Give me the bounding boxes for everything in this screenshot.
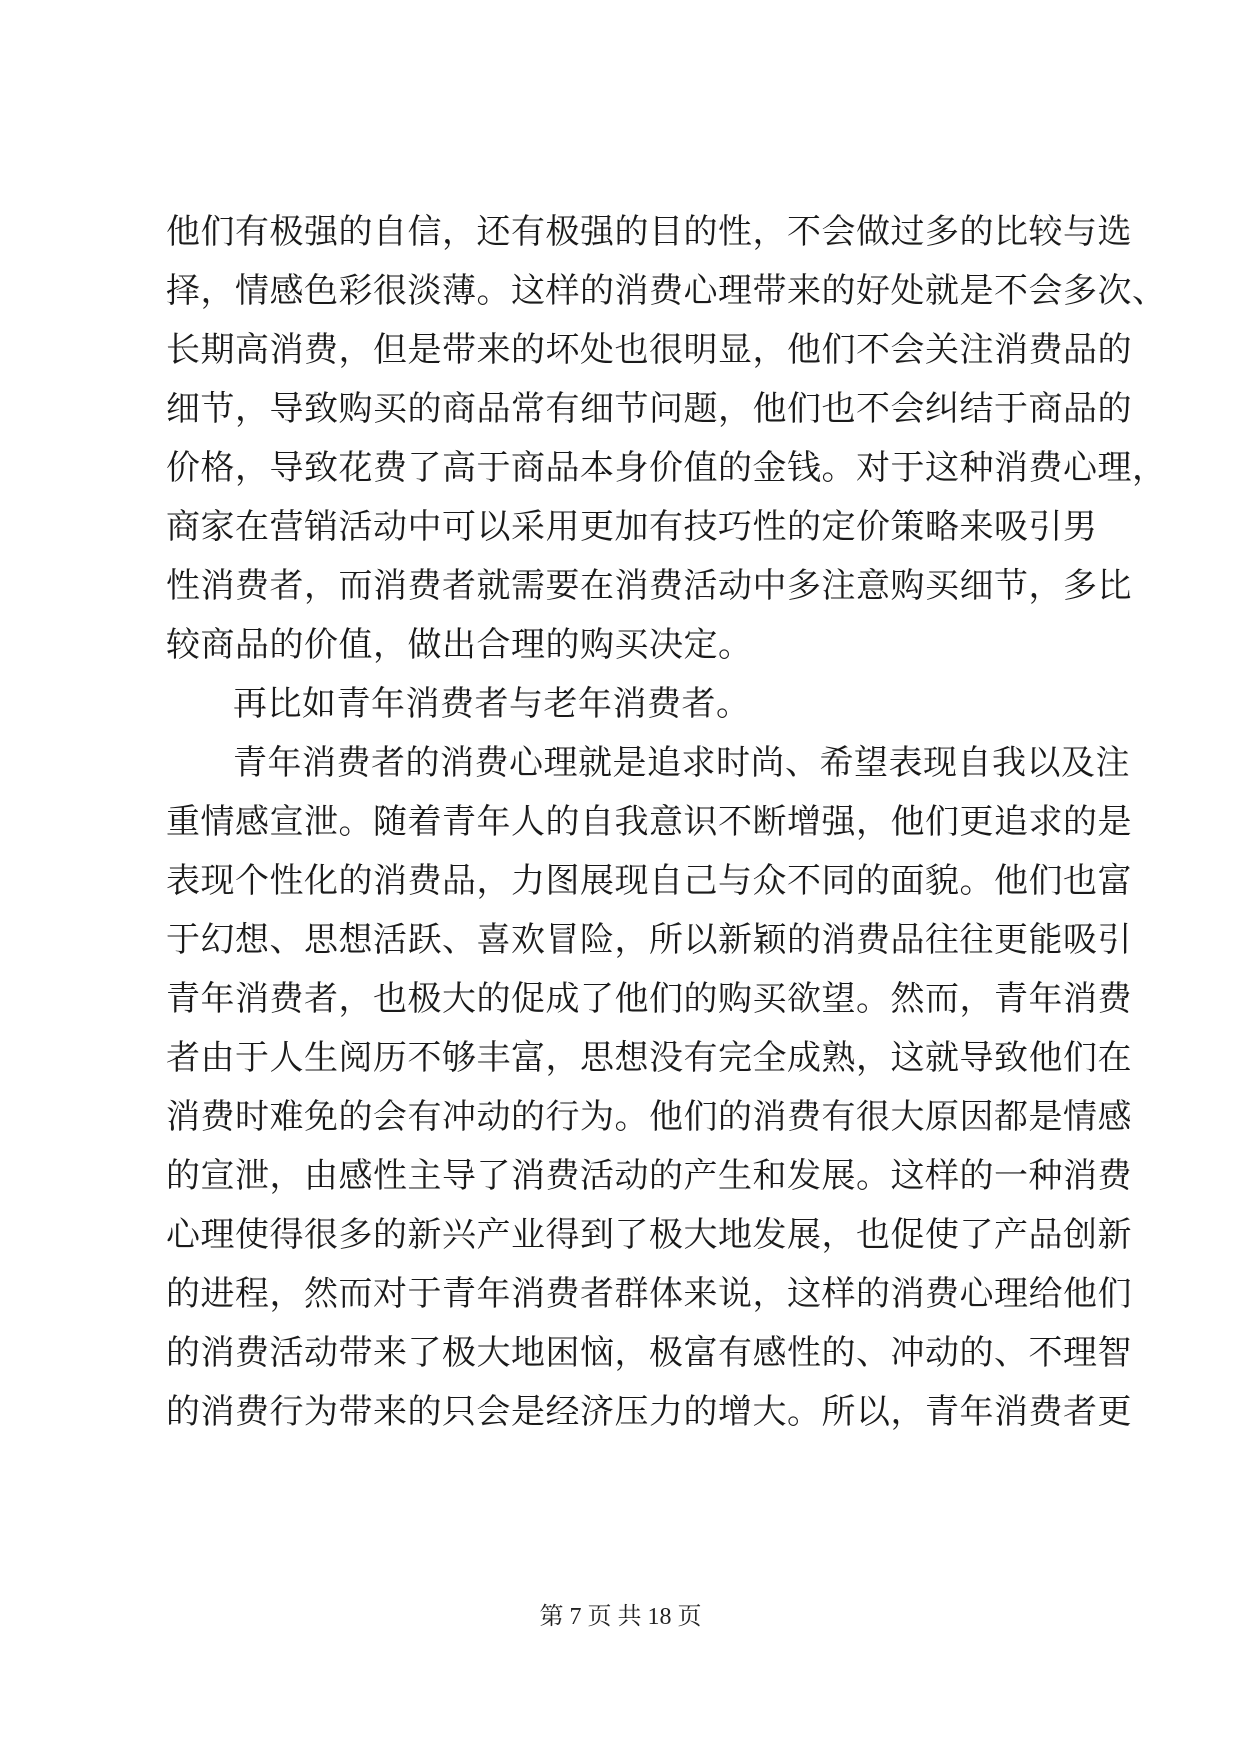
text-line: 消费时难免的会有冲动的行为。他们的消费有很大原因都是情感 [166, 1097, 1132, 1137]
text-line: 长期高消费，但是带来的坏处也很明显，他们不会关注消费品的 [166, 330, 1132, 370]
page-number-footer: 第 7 页 共 18 页 [539, 1604, 702, 1630]
text-line: 他们有极强的自信，还有极强的目的性，不会做过多的比较与选 [166, 212, 1132, 252]
text-line: 较商品的价值，做出合理的购买决定。 [166, 625, 753, 665]
text-line: 表现个性化的消费品，力图展现自己与众不同的面貌。他们也富 [166, 861, 1132, 901]
text-line: 心理使得很多的新兴产业得到了极大地发展，也促使了产品创新 [166, 1215, 1132, 1255]
paragraph-first-line: 再比如青年消费者与老年消费者。 [233, 684, 751, 724]
text-line: 细节，导致购买的商品常有细节问题，他们也不会纠结于商品的 [166, 389, 1132, 429]
text-line: 的消费活动带来了极大地困恼，极富有感性的、冲动的、不理智 [166, 1333, 1132, 1373]
text-line: 青年消费者，也极大的促成了他们的购买欲望。然而，青年消费 [166, 979, 1132, 1019]
text-line: 价格，导致花费了高于商品本身价值的金钱。对于这种消费心理， [166, 448, 1167, 488]
paragraph-first-line: 青年消费者的消费心理就是追求时尚、希望表现自我以及注 [233, 743, 1130, 783]
text-line: 的消费行为带来的只会是经济压力的增大。所以，青年消费者更 [166, 1392, 1132, 1432]
text-line: 商家在营销活动中可以采用更加有技巧性的定价策略来吸引男 [166, 507, 1098, 547]
text-line: 的进程，然而对于青年消费者群体来说，这样的消费心理给他们 [166, 1274, 1132, 1314]
text-line: 择，情感色彩很淡薄。这样的消费心理带来的好处就是不会多次、 [166, 271, 1167, 311]
text-line: 者由于人生阅历不够丰富，思想没有完全成熟，这就导致他们在 [166, 1038, 1132, 1078]
text-line: 重情感宣泄。随着青年人的自我意识不断增强，他们更追求的是 [166, 802, 1132, 842]
text-line: 于幻想、思想活跃、喜欢冒险，所以新颖的消费品往往更能吸引 [166, 920, 1132, 960]
text-line: 性消费者，而消费者就需要在消费活动中多注意购买细节，多比 [166, 566, 1132, 606]
text-line: 的宣泄，由感性主导了消费活动的产生和发展。这样的一种消费 [166, 1156, 1132, 1196]
